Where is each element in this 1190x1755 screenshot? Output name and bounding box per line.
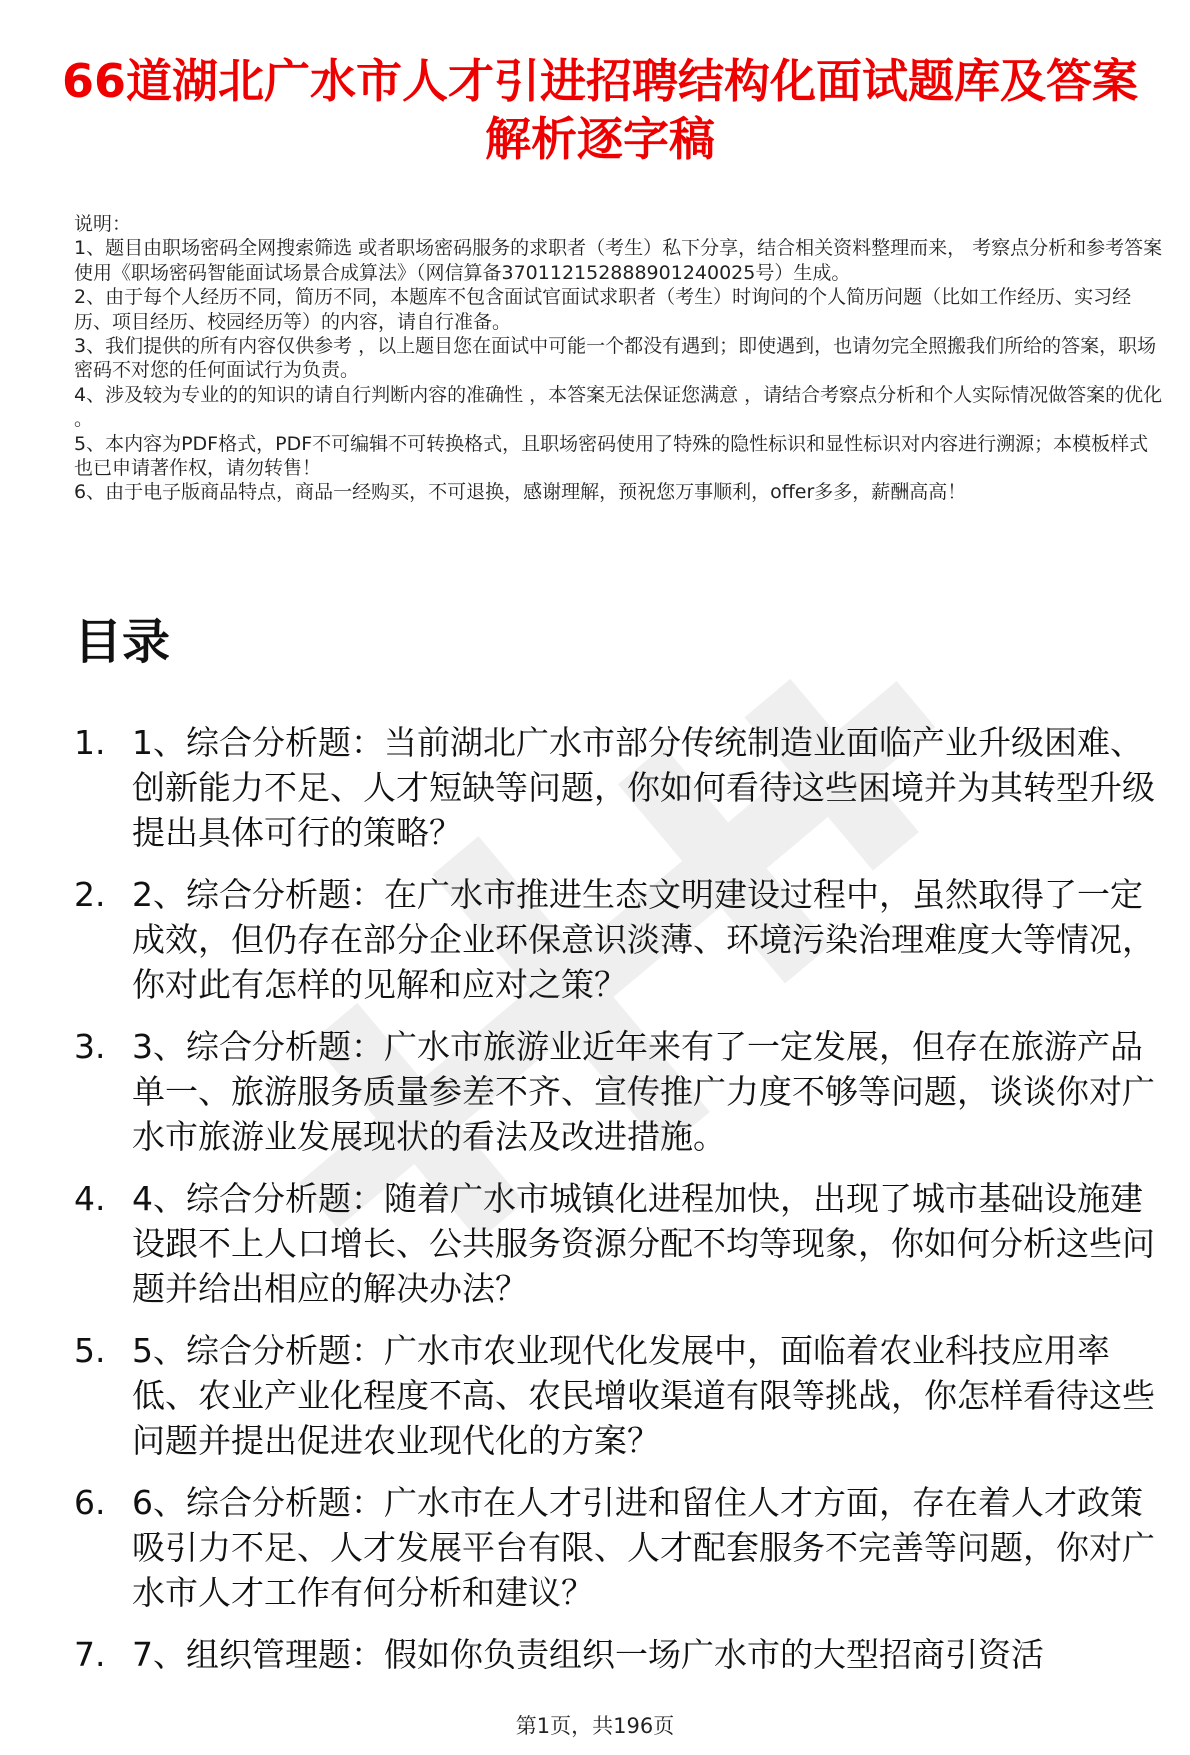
note-item: 6、由于电子版商品特点，商品一经购买，不可退换，感谢理解，预祝您万事顺利，offer多多，薪酬高高！ bbox=[74, 481, 967, 504]
note-item: 5、本内容为PDF格式，PDF不可编辑不可转换格式，且职场密码使用了特殊的隐性标识和显性标识对内容进行溯源；本模板样式也已申请著作权，请勿转售！ bbox=[74, 432, 1149, 480]
toc-item[interactable] bbox=[74, 1632, 1174, 1677]
toc-item-text: 4、综合分析题：随着广水市城镇化进程加快，出现了城市基础设施建设跟不上人口增长、公共服务资源分配不均等现象，你如何分析这些问题并给出相应的解决办法？ bbox=[132, 1179, 1155, 1308]
toc-item-text: 3、综合分析题：广水市旅游业近年来有了一定发展，但存在旅游产品单一、旅游服务质量参差不齐、宣传推广力度不够等问题，谈谈你对广水市旅游业发展现状的看法及改进措施。 bbox=[132, 1027, 1155, 1156]
note-item: 3、我们提供的所有内容仅供参考 ，以上题目您在面试中可能一个都没有遇到；即使遇到，也请勿完全照搬我们所给的答案，职场密码不对您的任何面试行为负责。 bbox=[74, 335, 1157, 382]
toc-item-text: 7、组织管理题：假如你负责组织一场广水市的大型招商引资活 bbox=[132, 1635, 1044, 1674]
page-footer: 第1页，共196页 bbox=[515, 1714, 675, 1738]
toc-item-number: 2. bbox=[74, 875, 106, 914]
toc-item[interactable] bbox=[74, 1480, 1174, 1615]
toc-item-number: 4. bbox=[74, 1179, 106, 1218]
table-of-contents bbox=[74, 720, 1174, 1694]
toc-item[interactable] bbox=[74, 1024, 1174, 1159]
toc-item[interactable] bbox=[74, 720, 1174, 855]
toc-item-text: 1、综合分析题：当前湖北广水市部分传统制造业面临产业升级困难、创新能力不足、人才短缺等问题，你如何看待这些困境并为其转型升级提出具体可行的策略？ bbox=[132, 723, 1155, 852]
note-item: 1、题目由职场密码全网搜索筛选 或者职场密码服务的求职者（考生）私下分享，结合相关资料整理而来， 考察点分析和参考答案使用《职场密码智能面试场景合成算法》（网信算备370112152888901240025号）生成。 bbox=[74, 237, 1163, 284]
toc-item-text: 5、综合分析题：广水市农业现代化发展中，面临着农业科技应用率低、农业产业化程度不高、农民增收渠道有限等挑战，你怎样看待这些问题并提出促进农业现代化的方案？ bbox=[132, 1331, 1155, 1460]
toc-heading: 目录 bbox=[74, 614, 171, 670]
note-item: 2、由于每个人经历不同，简历不同，本题库不包含面试官面试求职者（考生）时询问的个人简历问题（比如工作经历、实习经历、项目经历、校园经历等）的内容，请自行准备。 bbox=[74, 286, 1132, 333]
notes-heading: 说明： bbox=[74, 213, 132, 235]
toc-item-text: 2、综合分析题：在广水市推进生态文明建设过程中，虽然取得了一定成效，但仍存在部分企业环保意识淡薄、环境污染治理难度大等情况，你对此有怎样的见解和应对之策？ bbox=[132, 875, 1155, 1004]
toc-item-number: 7. bbox=[74, 1635, 106, 1674]
toc-item-text: 6、综合分析题：广水市在人才引进和留住人才方面，存在着人才政策吸引力不足、人才发展平台有限、人才配套服务不完善等问题，你对广水市人才工作有何分析和建议？ bbox=[132, 1483, 1155, 1612]
document-title: 66道湖北广水市人才引进招聘结构化面试题库及答案解析逐字稿 bbox=[61, 54, 1138, 166]
note-item: 4、涉及较为专业的的知识的请自行判断内容的准确性 ，本答案无法保证您满意 ，请结合考察点分析和个人实际情况做答案的优化 。 bbox=[74, 383, 1163, 431]
toc-item-number: 1. bbox=[74, 723, 106, 762]
toc-item-number: 3. bbox=[74, 1027, 106, 1066]
toc-item-number: 6. bbox=[74, 1483, 106, 1522]
toc-item[interactable] bbox=[74, 1328, 1174, 1463]
toc-item[interactable] bbox=[74, 872, 1174, 1007]
toc-item-number: 5. bbox=[74, 1331, 106, 1370]
notes-section bbox=[74, 212, 1164, 505]
toc-item[interactable] bbox=[74, 1176, 1174, 1311]
